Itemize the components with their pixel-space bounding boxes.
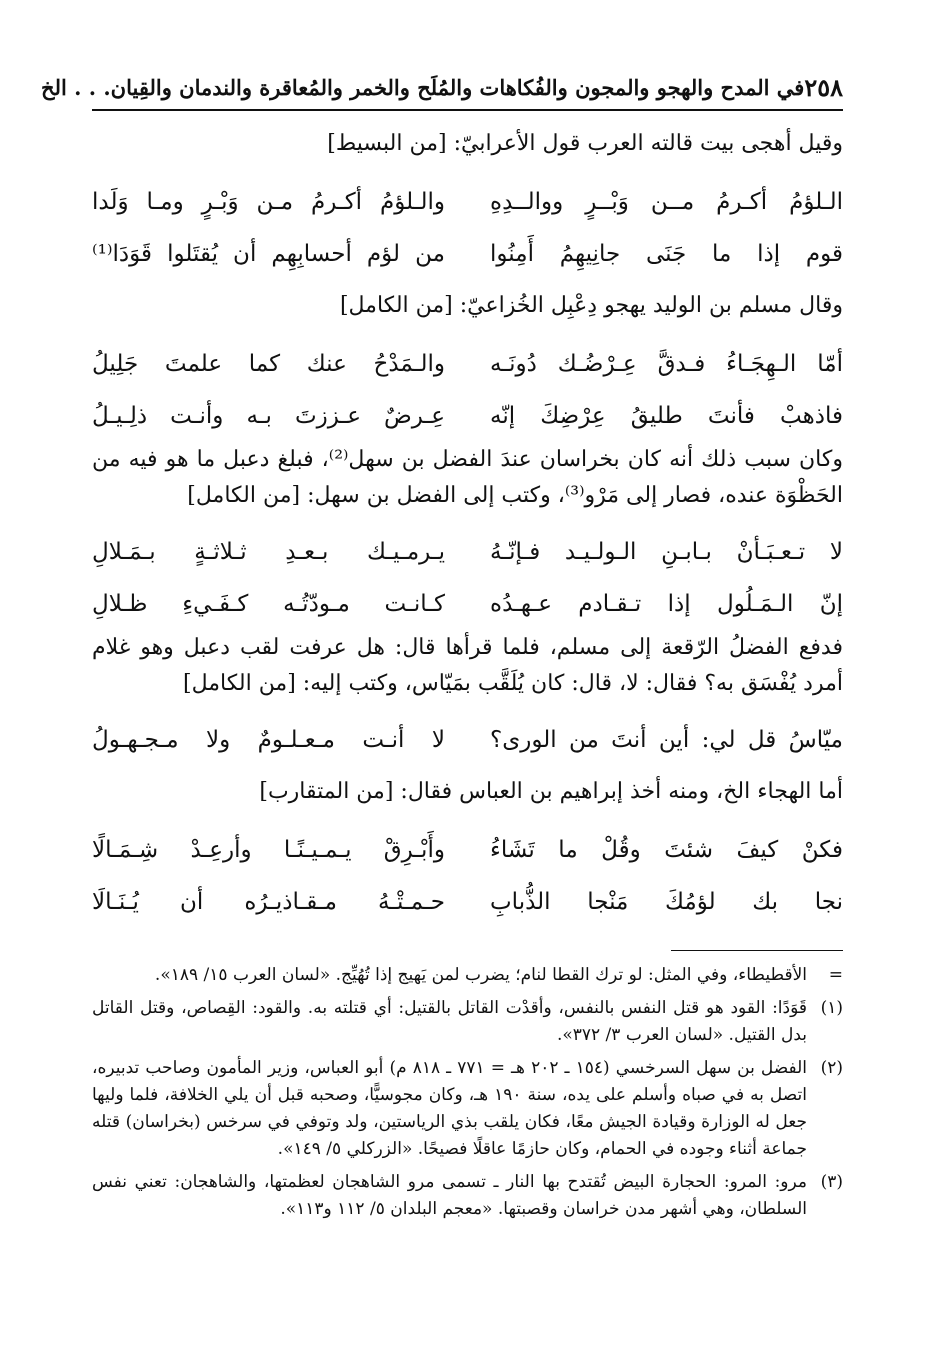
verse-second-hemistich: عِـرضٌ عـززتَ بـه وأنـت ذلِـيـلُ xyxy=(92,403,445,429)
verse-line xyxy=(92,176,843,228)
header-title: في المدح والهجو والمجون والفُكاهات والمُلَح والخمر والمُعاقرة والندمان والقِيان. . . الخ xyxy=(41,74,805,100)
page-number: ٢٥٨ xyxy=(804,72,843,102)
verse-line xyxy=(92,228,843,280)
prose-paragraph: وكان سبب ذلك أنه كان بخراسان عندَ الفضل بن سهل⁽²⁾، فبلغ دعبل ما هو فيه من الحَظْوَة عنده، فصار إلى مَرْو⁽³⁾، وكتب إلى الفضل بن سهل: [من الكامل] xyxy=(92,447,843,508)
footnote xyxy=(92,1055,843,1163)
footnote-mark: = xyxy=(828,965,843,985)
verse-second-hemistich: حـمـتْـهُ مـقـاذيـرُه أن يُـنَـالَا xyxy=(92,889,445,915)
verse-first-hemistich: فاذهبْ فأنتَ طليقُ عِرْضِكَ إنّه xyxy=(490,403,843,429)
prose-paragraph: فدفع الفضلُ الرّقعة إلى مسلم، فلما قرأها قال: هل عرفت لقب دعبل وهو غلام أمرد يُفْسَق به؟ فقال: لا، قال: كان يُلَقَّب بمَيّاس، وكتب إليه: [من الكامل] xyxy=(92,635,843,696)
verse-second-hemistich: وأَبْـرِقْ يـمـيـنًـا وأرعِـدْ شِـمَـالًا xyxy=(92,837,445,863)
verse-second-hemistich: والـلؤمُ أكـرمُ مـن وَبْـرٍ ومـا وَلَدا xyxy=(92,189,445,215)
verse-first-hemistich: لا تـعـبَـأنْ بـابـنِ الـولـيـد فـإنّـهُ xyxy=(490,539,843,565)
verse-intro: أما الهجاء الخ، ومنه أخذ إبراهيم بن العباس فقال: [من المتقارب] xyxy=(259,779,843,804)
verse-first-hemistich: إنّ الـمَـلُول إذا تـقـادم عـهـدُه xyxy=(490,591,843,617)
verse-intro: وقيل أهجى بيت قالته العرب قول الأعرابيّ: [من البسيط] xyxy=(327,131,843,156)
footnote-mark: (٣) xyxy=(820,1172,843,1192)
verse-intro: وقال مسلم بن الوليد يهجو دِعْبِل الخُزاعيّ: [من الكامل] xyxy=(339,293,843,318)
footnote-mark: (١) xyxy=(820,998,843,1018)
footnote xyxy=(92,962,843,989)
verse-line xyxy=(92,876,843,928)
footnote-text: الفضل بن سهل السرخسي (١٥٤ ـ ٢٠٢ هـ = ٧٧١ ـ ٨١٨ م) أبو العباس، وزير المأمون وصاحب تدبيره، اتصل به في صباه وأسلم على يده، سنة ١٩٠ هـ، وكان مجوسيًّا، وصحبه قبل أن يلي الخلافة، فلما وليها جعل له الوزارة وقيادة الجيش معًا، فكان يلقب بذي الرياستين، ولد وتوفي في سرخس (بخراسان) قتله جماعة أثناء وجوده في الحمام، وكان حازمًا عاقلًا فصيحًا. «الزركلي ٥/ ١٤٩». xyxy=(92,1058,807,1159)
verse-line xyxy=(92,578,843,630)
running-header xyxy=(41,70,843,104)
footnote xyxy=(92,995,843,1049)
verse-first-hemistich: نجا بك لؤمُكَ مَنْجا الذُّبابِ xyxy=(490,889,843,915)
verse-line xyxy=(92,338,843,390)
footnote xyxy=(92,1169,843,1223)
verse-second-hemistich: والـمَدْحُ عنك كما علمتَ جَلِيلُ xyxy=(92,351,445,377)
verse-first-hemistich: أمّا الـهِجَـاءُ فـدقَّ عِـرْضُـك دُونَـه xyxy=(490,351,843,377)
verse-second-hemistich: من لؤم أحسابِهِم أن يُقتَلوا قَوَدَا⁽¹⁾ xyxy=(92,241,445,267)
verse-line xyxy=(92,526,843,578)
footnote-separator xyxy=(671,950,843,951)
verse-first-hemistich: الـلؤمُ أكـرمُ مــن وَبْــرٍ ووالــدِهِ xyxy=(490,189,843,215)
verse-line xyxy=(92,824,843,876)
verse-line xyxy=(92,714,843,766)
verse-second-hemistich: يـرمـيـك بـعـدِ ثـلاثـةٍ بـمَـلالِ xyxy=(92,539,445,565)
verse-first-hemistich: قوم إذا ما جَنَى جانِيهِمُ أَمِنُوا xyxy=(490,241,843,267)
footnote-text: قَوَدًا: القود هو قتل النفس بالنفس، وأقدْت القاتل بالقتيل: أي قتلته به. والقود: القِصاص، وقتل القاتل بدل القتيل. «لسان العرب ٣/ ٣٧٢». xyxy=(92,998,807,1045)
verse-second-hemistich: لا أنـت مـعـلـومٌ ولا مـجـهـولُ xyxy=(92,727,445,753)
footnote-text: مرو: المرو: الحجارة البيض تُقتدح بها النار ـ تسمى مرو الشاهجان لعظمتها، والشاهجان: تعني نفس السلطان، وهي أشهر مدن خراسان وقصبتها. «معجم البلدان ٥/ ١١٢ و١١٣». xyxy=(92,1172,807,1219)
footnote-mark: (٢) xyxy=(820,1058,843,1078)
verse-line xyxy=(92,390,843,442)
footnote-text: الأقطيطاء، وفي المثل: لو ترك القطا لنام؛ يضرب لمن يَهيج إذا تُهُيِّج. «لسان العرب ١٥/ ١٨٩». xyxy=(154,965,807,985)
verse-first-hemistich: ميّاسُ قل لي: أين أنتَ من الورى؟ xyxy=(490,727,843,753)
main-text xyxy=(92,118,843,928)
verse-first-hemistich: فكنْ كيفَ شئتَ وقُلْ ما تَشَاءُ xyxy=(490,837,843,863)
verse-second-hemistich: كـانـت مـودّتُـه كـفَـيءِ ظـلالِ xyxy=(92,591,445,617)
footnotes xyxy=(92,962,843,1229)
header-rule xyxy=(92,109,843,111)
